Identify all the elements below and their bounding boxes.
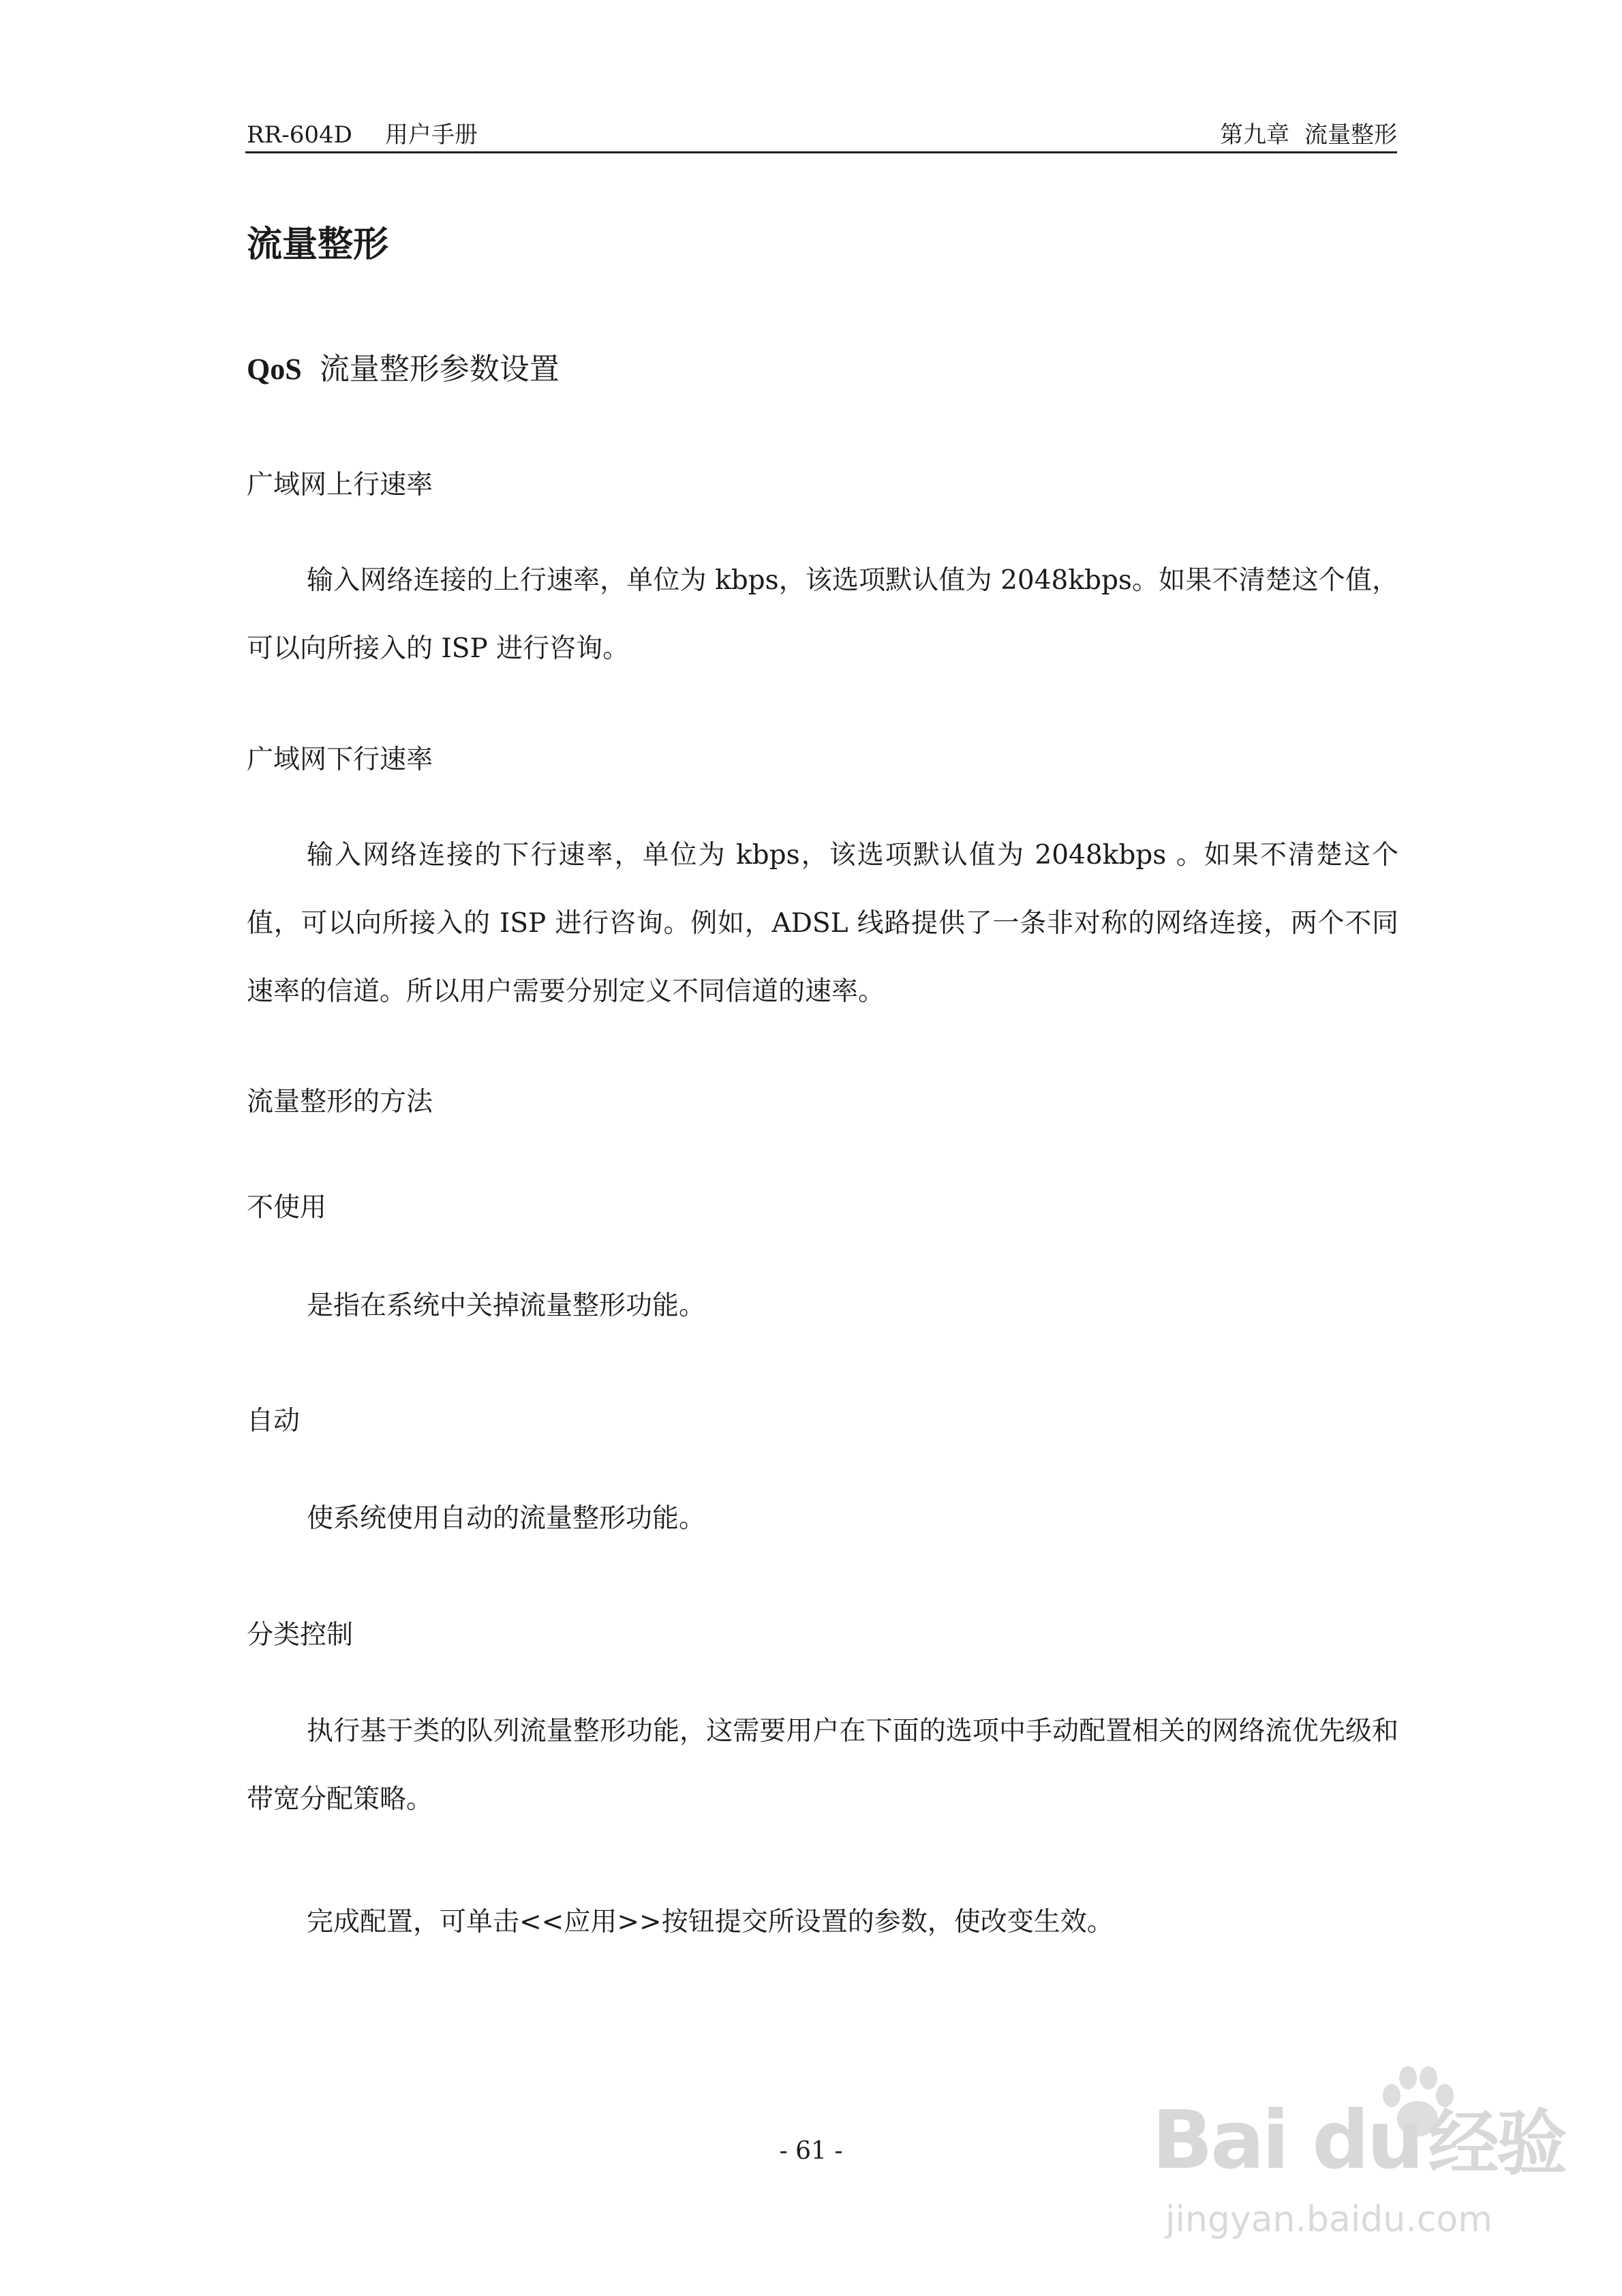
downlink-paragraph: 输入网络连接的下行速率，单位为 kbps，该选项默认值为 2048kbps 。如果不清楚这个值，可以向所接入的 ISP 进行咨询。例如，ADSL 线路提供了一条非对称的网络连接，两个不同速率的信道。所以用户需要分别定义不同信道的速率。 — [247, 840, 1398, 1007]
auto-paragraph: 使系统使用自动的流量整形功能。 — [307, 1503, 706, 1534]
section-title-prefix: QoS — [247, 352, 302, 386]
product-name: RR-604D — [247, 121, 352, 149]
section-title — [247, 344, 560, 388]
watermark-suffix: 经验 — [1428, 2102, 1565, 2185]
chapter-number: 第九章 — [1220, 121, 1289, 149]
disable-heading: 不使用 — [247, 1192, 327, 1223]
uplink-paragraph: 输入网络连接的上行速率，单位为 kbps，该选项默认值为 2048kbps。如果不清楚这个值，可以向所接入的 ISP 进行咨询。 — [247, 565, 1398, 664]
class-paragraph: 执行基于类的队列流量整形功能，这需要用户在下面的选项中手动配置相关的网络流优先级和带宽分配策略。 — [247, 1716, 1398, 1815]
manual-name: 用户手册 — [384, 121, 478, 149]
watermark-logo-text: Bai du — [1152, 2093, 1422, 2187]
section-title-text: 流量整形参数设置 — [319, 352, 560, 387]
chapter-title: 流量整形 — [1304, 121, 1397, 149]
apply-paragraph: 完成配置，可单击<<应用>>按钮提交所设置的参数，使改变生效。 — [307, 1907, 1114, 1937]
downlink-heading: 广域网下行速率 — [247, 744, 433, 775]
header-divider — [245, 151, 1397, 153]
auto-heading: 自动 — [247, 1406, 301, 1436]
class-heading: 分类控制 — [247, 1620, 354, 1650]
disable-paragraph: 是指在系统中关掉流量整形功能。 — [307, 1290, 706, 1321]
page-title: 流量整形 — [247, 224, 389, 265]
watermark — [1152, 2045, 1574, 2263]
watermark-url: jingyan.baidu.com — [1165, 2199, 1493, 2240]
method-heading: 流量整形的方法 — [247, 1087, 433, 1117]
running-header-left — [247, 116, 478, 149]
page-number: - 61 - — [779, 2137, 843, 2165]
watermark-logo — [1152, 2086, 1565, 2188]
uplink-heading: 广域网上行速率 — [247, 470, 433, 500]
running-header-right — [1220, 116, 1397, 149]
